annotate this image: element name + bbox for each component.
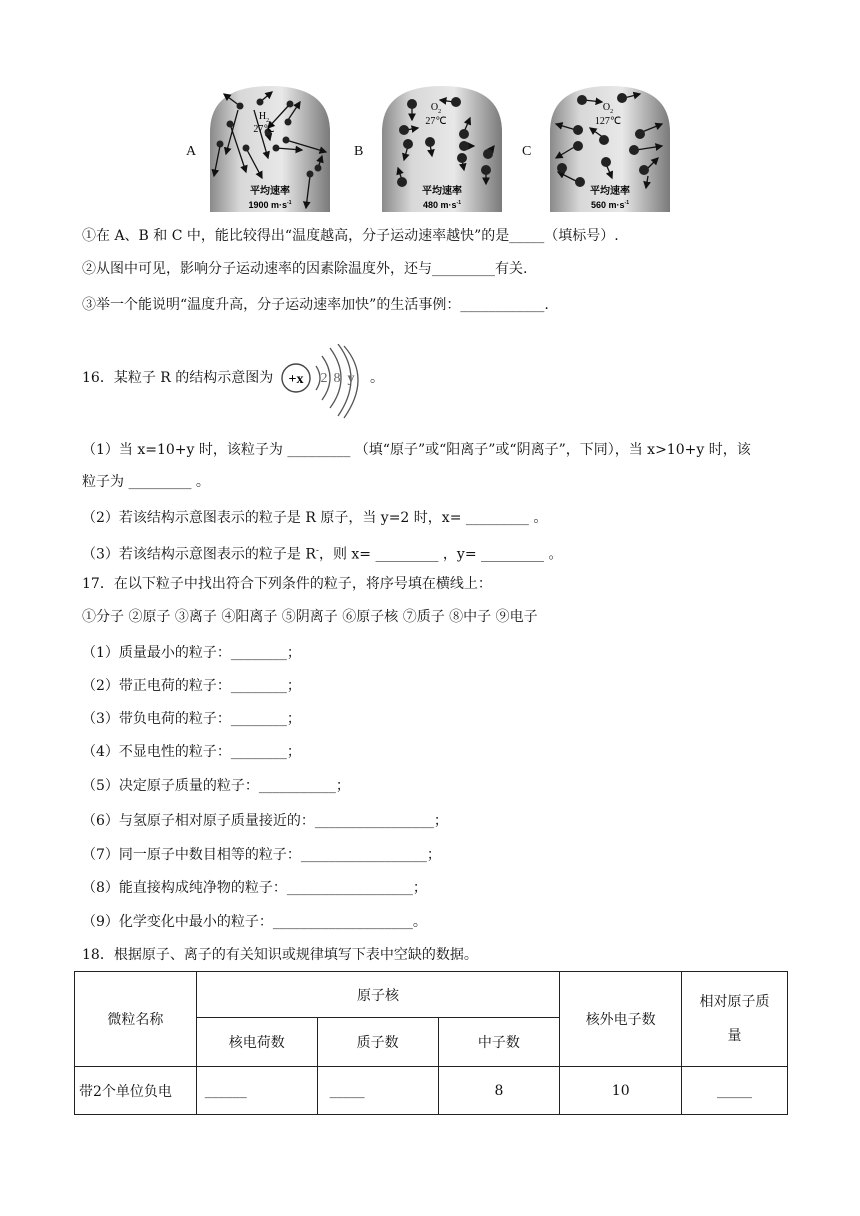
q16-intro-end: 。 <box>370 370 384 386</box>
shell-3-count: y <box>347 371 355 386</box>
q15-part-1: ①在 A、B 和 C 中，能比较得出“温度越高，分子运动速率越快”的是_____（填标号）. <box>82 228 619 244</box>
jar-c-speed: 560 $m\cdot s^{-1}$ <box>591 200 629 210</box>
q17-item-8: （8）能直接构成纯净物的粒子：__________________； <box>82 880 427 896</box>
cell-neutrons: 8 <box>438 1067 560 1115</box>
q17-item-6: （6）与氢原子相对原子质量接近的：_________________； <box>82 813 448 829</box>
q17-item-5: （5）决定原子质量的粒子：___________； <box>82 778 350 794</box>
nucleus-charge: +x <box>288 372 304 387</box>
atom-data-table <box>74 971 788 1115</box>
cell-protons-blank: _____ <box>317 1067 438 1115</box>
q16-part-1a: （1）当 x=10+y 时，该粒子为 _________ （填“原子”或“阳离子”或“阴离子”，下同），当 x>10+y 时，该 <box>82 442 751 458</box>
q18-intro: 18．根据原子、离子的有关知识或规律填写下表中空缺的数据。 <box>82 947 478 963</box>
q17-options: ①分子 ②原子 ③离子 ④阳离子 ⑤阴离子 ⑥原子核 ⑦质子 ⑧中子 ⑨电子 <box>82 609 538 625</box>
q16-part-3: （3）若该结构示意图表示的粒子是 R-，则 x= _________ ，y= _________ 。 <box>82 546 563 563</box>
cell-relative-mass-blank: _____ <box>682 1067 788 1115</box>
jar-b <box>378 84 506 212</box>
jar-b-caption: 平均速率 <box>422 186 462 197</box>
header-neutrons: 中子数 <box>438 1018 560 1067</box>
jar-b-speed: 480 $m\cdot s^{-1}$ <box>423 200 461 210</box>
jar-a-gas: $H_2$ <box>258 111 270 124</box>
q17-item-9: （9）化学变化中最小的粒子：____________________。 <box>82 914 427 930</box>
jar-c <box>546 84 674 212</box>
q17-item-1: （1）质量最小的粒子：________； <box>82 645 301 661</box>
jar-a-speed: 1900 $m\cdot s^{-1}$ <box>248 200 292 210</box>
header-electrons: 核外电子数 <box>560 972 682 1067</box>
jar-b-label: B <box>354 144 364 159</box>
header-relative-mass: 相对原子质 量 <box>682 972 788 1067</box>
jar-b-temp: 27℃ <box>425 116 447 127</box>
jar-c-caption: 平均速率 <box>590 186 630 197</box>
jar-c-gas: $O_2$ <box>602 102 614 115</box>
header-nucleus: 原子核 <box>196 972 560 1018</box>
cell-nuclear-charge-blank: ______ <box>196 1067 317 1115</box>
cell-electrons: 10 <box>560 1067 682 1115</box>
jar-a-label: A <box>186 144 197 159</box>
cell-particle-name: 带2个单位负电 <box>75 1067 197 1115</box>
q17-item-2: （2）带正电荷的粒子：________； <box>82 678 301 694</box>
jar-c-label: C <box>522 144 532 159</box>
q17-intro: 17．在以下粒子中找出符合下列条件的粒子，将序号填在横线上： <box>82 576 492 592</box>
q15-part-3: ③举一个能说明“温度升高，分子运动速率加快”的生活事例：____________. <box>82 297 549 313</box>
header-particle-name: 微粒名称 <box>75 972 197 1067</box>
q17-item-3: （3）带负电荷的粒子：________； <box>82 711 301 727</box>
header-nuclear-charge: 核电荷数 <box>196 1018 317 1067</box>
shell-1-count: 2 <box>320 371 328 386</box>
q16-part-1b: 粒子为 _________ 。 <box>82 474 210 490</box>
q16-intro: 16．某粒子 R 的结构示意图为 <box>82 370 274 386</box>
q17-item-4: （4）不显电性的粒子：________； <box>82 744 301 760</box>
jar-b-gas: $O_2$ <box>430 102 442 115</box>
jar-c-temp: 127℃ <box>594 116 622 127</box>
jar-a <box>206 84 334 212</box>
atom-structure-diagram <box>280 344 374 428</box>
q17-item-7: （7）同一原子中数目相等的粒子：__________________； <box>82 847 441 863</box>
shell-2-count: 8 <box>333 371 341 386</box>
jar-a-temp: 27℃ <box>253 124 275 135</box>
jar-a-caption: 平均速率 <box>250 186 290 197</box>
q16-part-2: （2）若该结构示意图表示的粒子是 R 原子，当 y=2 时，x= _________ 。 <box>82 510 548 526</box>
q15-part-2: ②从图中可见，影响分子运动速率的因素除温度外，还与_________有关. <box>82 261 528 277</box>
header-protons: 质子数 <box>317 1018 438 1067</box>
